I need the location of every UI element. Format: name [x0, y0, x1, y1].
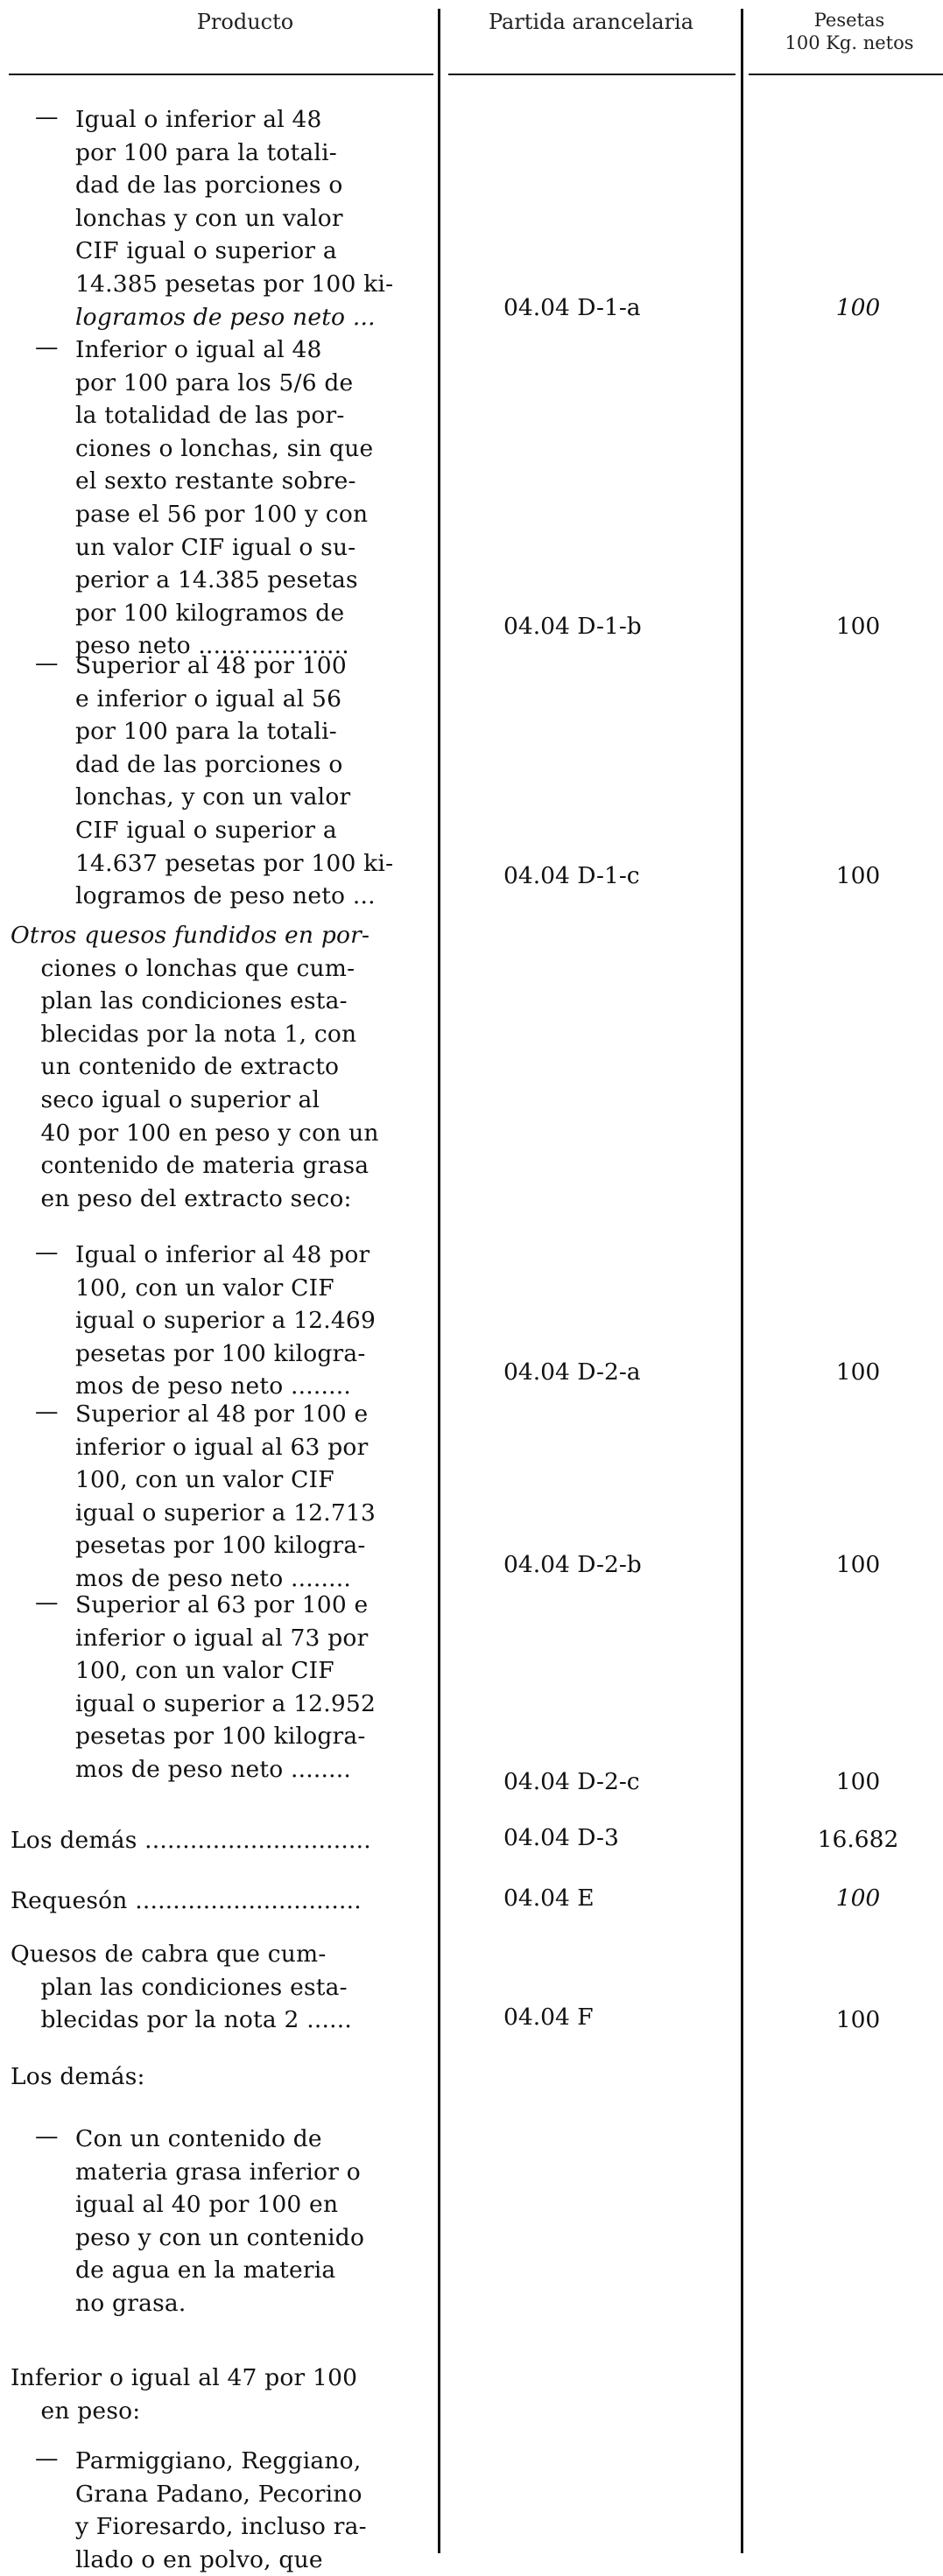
entry-b1-value: 100: [835, 1358, 881, 1386]
list-dash: —: [35, 103, 59, 130]
entry-cabra-text: Quesos de cabra que cum- plan las condiciones esta- blecidas por la nota 2 ......: [11, 1941, 352, 2034]
entry-b2-code: 04.04 D-2-b: [503, 1551, 642, 1578]
entry-demas-value: 16.682: [817, 1826, 899, 1853]
entry-demas-code: 04.04 D-3: [503, 1824, 619, 1851]
entry-a3-value: 100: [835, 862, 881, 889]
header-rule-col3: [749, 74, 943, 75]
entry-a2-code: 04.04 D-1-b: [503, 613, 642, 640]
entry-inferior47-text: Inferior o igual al 47 por 100 en peso:: [11, 2364, 358, 2425]
column-divider-2: [741, 9, 743, 2553]
entry-cabra-value: 100: [835, 2006, 881, 2033]
column-divider-1: [438, 9, 440, 2553]
entry-d1-text: Parmiggiano, Reggiano, Grana Padano, Pecorino y Fioresardo, incluso ra- llado o en polvo, que: [75, 2447, 367, 2573]
entry-a2-value: 100: [835, 613, 881, 640]
entry-demas2-text: Los demás:: [11, 2063, 145, 2090]
header-pesetas-unit: 100 Kg. netos: [785, 32, 914, 53]
entry-a1-code: 04.04 D-1-a: [503, 294, 641, 321]
entry-a3-text: Superior al 48 por 100 e inferior o igual al 56 por 100 para la totali- dad de las porciones o lonchas, y con un valor CIF igual o superior a 14.637 pesetas por 100 ki- logramos de peso neto ...: [75, 652, 394, 910]
list-dash: —: [35, 2445, 59, 2472]
list-dash: —: [35, 1239, 59, 1266]
entry-b3-code: 04.04 D-2-c: [503, 1768, 640, 1795]
header-rule-col2: [448, 74, 735, 75]
entry-demas-text: Los demás ..............................: [11, 1827, 371, 1854]
entry-a2-text: Inferior o igual al 48 por 100 para los 5/6 de la totalidad de las por- ciones o lonchas, sin que el sexto restante sobre- pase el 56 por 100 y con un valor CIF igual o su- perior a 14.385 pesetas por 100 kilogramos de peso neto ....................: [75, 336, 374, 660]
header-partida-arancelaria: Partida arancelaria: [488, 10, 694, 34]
entry-a1-text: Igual o inferior al 48 por 100 para la totali- dad de las porciones o lonchas y con un valor CIF igual o superior a 14.385 pesetas por 100 ki- logramos de peso neto ...: [75, 106, 394, 331]
entry-b1-code: 04.04 D-2-a: [503, 1358, 641, 1386]
entry-requeson-text: Requesón ..............................: [11, 1887, 362, 1914]
header-pesetas: Pesetas: [813, 10, 885, 31]
entry-a1-value: 100: [835, 294, 881, 321]
entry-c1-text: Con un contenido de materia grasa inferior o igual al 40 por 100 en peso y con un contenido de agua en la materia no grasa.: [75, 2125, 365, 2317]
entry-b1-text: Igual o inferior al 48 por 100, con un valor CIF igual o superior a 12.469 pesetas por 100 kilogra- mos de peso neto ........: [75, 1241, 376, 1400]
entry-cabra-code: 04.04 F: [503, 2004, 594, 2031]
entry-b2-text: Superior al 48 por 100 e inferior o igual al 63 por 100, con un valor CIF igual o superior a 12.713 pesetas por 100 kilogra- mos de peso neto ........: [75, 1400, 376, 1592]
entry-b3-text: Superior al 63 por 100 e inferior o igual al 73 por 100, con un valor CIF igual o superior a 12.952 pesetas por 100 kilogra- mos de peso neto ........: [75, 1591, 376, 1783]
otros-quesos-heading: Otros quesos fundidos en por- ciones o lonchas que cum- plan las condiciones esta- blecidas por la nota 1, con un contenido de extracto seco igual o superior al 40 por 100 en peso y con un contenido de materia grasa en peso del extracto seco:: [11, 922, 379, 1212]
header-producto: Producto: [196, 10, 294, 34]
entry-b3-value: 100: [835, 1768, 881, 1795]
entry-requeson-value: 100: [835, 1885, 881, 1912]
entry-a3-code: 04.04 D-1-c: [503, 862, 640, 889]
entry-b2-value: 100: [835, 1551, 881, 1578]
list-dash: —: [35, 649, 59, 677]
list-dash: —: [35, 1589, 59, 1616]
list-dash: —: [35, 333, 59, 361]
entry-requeson-code: 04.04 E: [503, 1885, 595, 1912]
header-rule-col1: [9, 74, 433, 75]
list-dash: —: [35, 1398, 59, 1425]
list-dash: —: [35, 2123, 59, 2150]
